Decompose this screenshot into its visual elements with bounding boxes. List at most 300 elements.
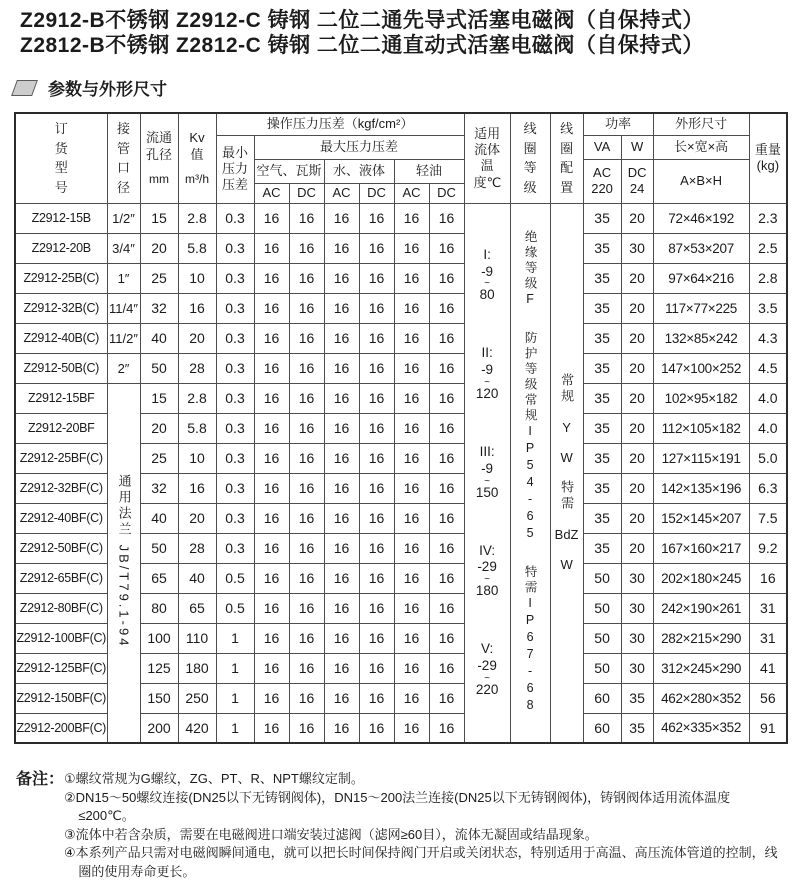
bore-cell: 50 — [140, 533, 178, 563]
max-dp-cell: 16 — [254, 413, 289, 443]
weight-cell: 2.5 — [749, 233, 787, 263]
page-title — [20, 8, 800, 58]
power-w-cell: 30 — [621, 563, 653, 593]
col-header-dc: DC — [289, 183, 324, 203]
max-dp-cell: 16 — [429, 263, 464, 293]
max-dp-cell: 16 — [254, 293, 289, 323]
order-model-cell: Z2912-15BF — [15, 383, 107, 413]
power-va-cell: 50 — [583, 623, 621, 653]
power-va-cell: 35 — [583, 323, 621, 353]
min-dp-cell: 0.3 — [216, 413, 254, 443]
max-dp-cell: 16 — [429, 533, 464, 563]
max-dp-cell: 16 — [394, 383, 429, 413]
fluid-temp-label: 适用流体温度℃ — [473, 125, 502, 190]
max-dp-cell: 16 — [254, 563, 289, 593]
dc24-label: DC 24 — [627, 164, 647, 196]
kv-unit: m³/h — [185, 171, 209, 186]
power-va-cell: 50 — [583, 653, 621, 683]
kv-label: Kv值 — [189, 130, 205, 162]
bore-cell: 32 — [140, 293, 178, 323]
temp-range-label: IV: — [479, 542, 496, 558]
weight-cell: 31 — [749, 623, 787, 653]
temp-range — [465, 247, 510, 305]
max-dp-cell: 16 — [394, 473, 429, 503]
dims-cell: 102×95×182 — [653, 383, 749, 413]
power-w-cell: 20 — [621, 443, 653, 473]
bore-cell: 125 — [140, 653, 178, 683]
power-va-cell: 50 — [583, 563, 621, 593]
power-w-cell: 20 — [621, 353, 653, 383]
col-header-dims: 外形尺寸 — [653, 113, 749, 135]
max-dp-cell: 16 — [254, 473, 289, 503]
dims-cell: 132×85×242 — [653, 323, 749, 353]
temp-range-low: -29 — [477, 559, 497, 575]
temp-range — [465, 543, 510, 601]
col-header-va: VA — [583, 135, 621, 159]
max-dp-cell: 16 — [254, 653, 289, 683]
max-dp-cell: 16 — [429, 323, 464, 353]
kv-cell: 10 — [178, 263, 216, 293]
table-row — [15, 353, 787, 383]
power-va-cell: 35 — [583, 533, 621, 563]
power-va-cell: 35 — [583, 383, 621, 413]
coil-config-item: Y — [562, 420, 571, 436]
max-dp-cell: 16 — [394, 203, 429, 233]
max-dp-cell: 16 — [289, 623, 324, 653]
dims-cell: 87×53×207 — [653, 233, 749, 263]
max-dp-cell: 16 — [289, 503, 324, 533]
kv-label-stack — [179, 130, 216, 186]
temp-range-label: I: — [483, 246, 491, 262]
power-w-cell: 20 — [621, 323, 653, 353]
dims-cell: 312×245×290 — [653, 653, 749, 683]
min-dp-cell: 0.3 — [216, 443, 254, 473]
coil-grade-segment: 防护等级常规IP54-65 — [523, 331, 538, 544]
weight-cell: 4.0 — [749, 383, 787, 413]
max-dp-cell: 16 — [429, 713, 464, 743]
temp-range-high: 150 — [475, 484, 499, 500]
power-va-cell: 35 — [583, 203, 621, 233]
max-dp-cell: 16 — [289, 593, 324, 623]
dims-cell: 167×160×217 — [653, 533, 749, 563]
temp-ranges — [465, 206, 510, 740]
order-model-cell: Z2912-50BF(C) — [15, 533, 107, 563]
col-header-weight — [749, 113, 787, 203]
col-header-dc24 — [621, 159, 653, 203]
order-model-cell: Z2912-40BF(C) — [15, 503, 107, 533]
power-va-cell: 60 — [583, 713, 621, 743]
fluid-temp-cell — [464, 203, 510, 743]
col-header-media-air-gas: 空气、瓦斯 — [254, 159, 324, 183]
dims-cell: 462×280×352 — [653, 683, 749, 713]
kv-cell: 20 — [178, 323, 216, 353]
power-va-cell: 35 — [583, 353, 621, 383]
weight-cell: 9.2 — [749, 533, 787, 563]
order-model-cell: Z2912-20B — [15, 233, 107, 263]
power-w-cell: 20 — [621, 203, 653, 233]
table-row — [15, 323, 787, 353]
temp-range-high: 80 — [479, 287, 495, 303]
max-dp-cell: 16 — [359, 413, 394, 443]
max-dp-cell: 16 — [324, 713, 359, 743]
weight-label: 重量(kg) — [754, 142, 781, 174]
weight-cell: 3.5 — [749, 293, 787, 323]
max-dp-cell: 16 — [359, 443, 394, 473]
col-header-ac: AC — [324, 183, 359, 203]
power-va-cell: 35 — [583, 263, 621, 293]
col-header-order-model — [15, 113, 107, 203]
col-header-dims-formula: A×B×H — [653, 159, 749, 203]
section-heading: 参数与外形尺寸 — [48, 80, 167, 99]
coil-grade-text — [511, 206, 550, 740]
kv-cell: 180 — [178, 653, 216, 683]
bore-cell: 25 — [140, 443, 178, 473]
col-header-coil-grade — [510, 113, 550, 203]
max-dp-cell: 16 — [289, 713, 324, 743]
coil-config-item: BdZ — [554, 527, 579, 543]
max-dp-cell: 16 — [429, 353, 464, 383]
power-w-cell: 20 — [621, 473, 653, 503]
kv-cell: 2.8 — [178, 203, 216, 233]
col-header-power: 功率 — [583, 113, 653, 135]
power-w-cell: 30 — [621, 653, 653, 683]
power-va-cell: 50 — [583, 593, 621, 623]
coil-grade-segment: 绝缘等级F — [523, 230, 538, 310]
notes-body — [64, 770, 782, 881]
power-va-cell: 35 — [583, 233, 621, 263]
weight-cell: 41 — [749, 653, 787, 683]
coil-config-item: 常规 — [559, 373, 575, 406]
table-row — [15, 383, 787, 413]
min-dp-cell: 1 — [216, 683, 254, 713]
max-dp-cell: 16 — [429, 623, 464, 653]
min-dp-cell: 0.3 — [216, 473, 254, 503]
col-header-max-dp: 最大压力压差 — [254, 135, 464, 159]
note-item-2: ②DN15～50螺纹连接(DN25以下无铸钢阀体)，DN15～200法兰连接(DN25以下无铸钢阀体)，铸钢阀体适用流体温度≤200℃。 — [64, 789, 731, 823]
max-dp-cell: 16 — [254, 683, 289, 713]
bore-cell: 20 — [140, 233, 178, 263]
flange-standard-text: 通用法兰 JB/T79.1-94 — [116, 474, 132, 649]
order-model-cell: Z2912-15B — [15, 203, 107, 233]
pipe-size-cell: 11/2″ — [107, 323, 140, 353]
max-dp-cell: 16 — [359, 233, 394, 263]
temp-range-high: 120 — [475, 386, 499, 402]
bore-cell: 80 — [140, 593, 178, 623]
col-header-pipe-size — [107, 113, 140, 203]
coil-config-item: W — [560, 450, 573, 466]
max-dp-cell: 16 — [359, 263, 394, 293]
max-dp-cell: 16 — [254, 203, 289, 233]
max-dp-cell: 16 — [394, 593, 429, 623]
weight-cell: 4.0 — [749, 413, 787, 443]
ac220-label: AC 220 — [591, 164, 613, 196]
max-dp-cell: 16 — [359, 503, 394, 533]
min-dp-cell: 0.3 — [216, 503, 254, 533]
max-dp-cell: 16 — [359, 713, 394, 743]
bore-cell: 50 — [140, 353, 178, 383]
max-dp-cell: 16 — [289, 563, 324, 593]
max-dp-cell: 16 — [324, 563, 359, 593]
power-w-cell: 20 — [621, 533, 653, 563]
weight-cell: 16 — [749, 563, 787, 593]
power-w-cell: 20 — [621, 263, 653, 293]
col-header-dc: DC — [359, 183, 394, 203]
order-model-label: 订货型号 — [54, 121, 68, 195]
max-dp-cell: 16 — [289, 353, 324, 383]
pipe-size-label: 接管口径 — [116, 121, 130, 195]
weight-cell: 6.3 — [749, 473, 787, 503]
header-row-1 — [15, 113, 787, 135]
max-dp-cell: 16 — [324, 263, 359, 293]
max-dp-cell: 16 — [289, 653, 324, 683]
power-va-cell: 35 — [583, 443, 621, 473]
max-dp-cell: 16 — [394, 623, 429, 653]
max-dp-cell: 16 — [289, 203, 324, 233]
max-dp-cell: 16 — [324, 533, 359, 563]
max-dp-cell: 16 — [289, 233, 324, 263]
bore-cell: 20 — [140, 413, 178, 443]
pipe-size-cell: 2″ — [107, 353, 140, 383]
power-w-cell: 35 — [621, 713, 653, 743]
bore-cell: 200 — [140, 713, 178, 743]
max-dp-cell: 16 — [324, 233, 359, 263]
power-w-cell: 20 — [621, 413, 653, 443]
temp-tilde: ~ — [484, 278, 490, 290]
dims-cell: 72×46×192 — [653, 203, 749, 233]
max-dp-cell: 16 — [324, 593, 359, 623]
max-dp-cell: 16 — [254, 593, 289, 623]
dims-cell: 462×335×352 — [653, 713, 749, 743]
max-dp-cell: 16 — [394, 233, 429, 263]
max-dp-cell: 16 — [324, 473, 359, 503]
temp-range-low: -9 — [481, 362, 494, 378]
power-w-cell: 20 — [621, 293, 653, 323]
power-va-cell: 35 — [583, 413, 621, 443]
note-item-3: ③流体中若含杂质，需要在电磁阀进口端安装过滤阀（滤网≥60目），流体无凝固或结晶现象。 — [64, 826, 598, 842]
max-dp-cell: 16 — [429, 383, 464, 413]
power-w-cell: 30 — [621, 593, 653, 623]
title-line-2: Z2812-B不锈钢 Z2812-C 铸钢 二位二通直动式活塞电磁阀（自保持式） — [20, 34, 704, 57]
min-dp-cell: 0.3 — [216, 353, 254, 383]
col-header-ac: AC — [394, 183, 429, 203]
max-dp-cell: 16 — [359, 203, 394, 233]
order-model-cell: Z2912-100BF(C) — [15, 623, 107, 653]
max-dp-cell: 16 — [254, 263, 289, 293]
coil-config-cell — [550, 203, 583, 743]
bore-cell: 40 — [140, 323, 178, 353]
dims-cell: 242×190×261 — [653, 593, 749, 623]
kv-cell: 250 — [178, 683, 216, 713]
max-dp-cell: 16 — [254, 383, 289, 413]
col-header-media-light-oil: 轻油 — [394, 159, 464, 183]
order-model-cell: Z2912-40B(C) — [15, 323, 107, 353]
min-dp-cell: 0.3 — [216, 383, 254, 413]
bore-cell: 40 — [140, 503, 178, 533]
temp-range — [465, 641, 510, 699]
min-dp-cell: 0.5 — [216, 593, 254, 623]
table-row — [15, 233, 787, 263]
max-dp-cell: 16 — [429, 473, 464, 503]
max-dp-cell: 16 — [324, 683, 359, 713]
weight-cell: 2.8 — [749, 263, 787, 293]
table-body — [15, 203, 787, 743]
title-line-1: Z2912-B不锈钢 Z2912-C 铸钢 二位二通先导式活塞电磁阀（自保持式） — [20, 9, 704, 32]
dims-cell: 142×135×196 — [653, 473, 749, 503]
power-w-cell: 20 — [621, 503, 653, 533]
pipe-size-cell: 1″ — [107, 263, 140, 293]
coil-config-item: 特需 — [559, 480, 575, 513]
max-dp-cell: 16 — [289, 473, 324, 503]
temp-range-high: 180 — [475, 583, 499, 599]
min-dp-cell: 1 — [216, 623, 254, 653]
note-item-1: ①螺纹常规为G螺纹，ZG、PT、R、NPT螺纹定制。 — [64, 771, 364, 786]
min-dp-cell: 0.5 — [216, 563, 254, 593]
max-dp-cell: 16 — [429, 653, 464, 683]
bore-label-stack — [141, 130, 178, 186]
col-header-dc: DC — [429, 183, 464, 203]
kv-cell: 65 — [178, 593, 216, 623]
max-dp-cell: 16 — [359, 293, 394, 323]
order-model-cell: Z2912-150BF(C) — [15, 683, 107, 713]
temp-tilde: ~ — [484, 672, 490, 684]
max-dp-cell: 16 — [254, 623, 289, 653]
min-dp-cell: 0.3 — [216, 533, 254, 563]
max-dp-cell: 16 — [394, 563, 429, 593]
max-dp-cell: 16 — [359, 653, 394, 683]
min-dp-cell: 0.3 — [216, 293, 254, 323]
col-header-min-dp — [216, 135, 254, 203]
section-marker-icon — [11, 80, 38, 96]
kv-cell: 16 — [178, 473, 216, 503]
max-dp-cell: 16 — [254, 323, 289, 353]
max-dp-cell: 16 — [289, 413, 324, 443]
kv-cell: 420 — [178, 713, 216, 743]
weight-cell: 56 — [749, 683, 787, 713]
temp-range-label: II: — [481, 345, 493, 361]
max-dp-cell: 16 — [289, 263, 324, 293]
dims-cell: 127×115×191 — [653, 443, 749, 473]
max-dp-cell: 16 — [394, 413, 429, 443]
weight-cell: 4.3 — [749, 323, 787, 353]
dims-cell: 202×180×245 — [653, 563, 749, 593]
temp-tilde: ~ — [484, 475, 490, 487]
order-model-cell: Z2912-125BF(C) — [15, 653, 107, 683]
max-dp-cell: 16 — [429, 203, 464, 233]
max-dp-cell: 16 — [394, 713, 429, 743]
kv-cell: 5.8 — [178, 413, 216, 443]
notes-label: 备注： — [16, 771, 65, 788]
power-w-cell: 30 — [621, 233, 653, 263]
power-va-cell: 35 — [583, 293, 621, 323]
max-dp-cell: 16 — [254, 233, 289, 263]
bore-cell: 32 — [140, 473, 178, 503]
order-model-cell: Z2912-25B(C) — [15, 263, 107, 293]
max-dp-cell: 16 — [429, 683, 464, 713]
coil-grade-cell — [510, 203, 550, 743]
coil-config-item: W — [560, 557, 573, 573]
max-dp-cell: 16 — [324, 413, 359, 443]
table-row — [15, 293, 787, 323]
coil-config-text — [551, 206, 583, 740]
kv-cell: 10 — [178, 443, 216, 473]
temp-tilde: ~ — [484, 377, 490, 389]
max-dp-cell: 16 — [359, 473, 394, 503]
notes — [16, 770, 800, 881]
max-dp-cell: 16 — [324, 323, 359, 353]
order-model-cell: Z2912-50B(C) — [15, 353, 107, 383]
kv-cell: 2.8 — [178, 383, 216, 413]
order-model-cell: Z2912-32B(C) — [15, 293, 107, 323]
max-dp-cell: 16 — [289, 533, 324, 563]
temp-range — [465, 345, 510, 403]
temp-range — [465, 444, 510, 502]
bore-cell: 150 — [140, 683, 178, 713]
max-dp-cell: 16 — [324, 623, 359, 653]
max-dp-cell: 16 — [254, 503, 289, 533]
note-item-4: ④本系列产品只需对电磁阀瞬间通电，就可以把长时间保持阀门开启或关闭状态，特别适用于高温、高压流体管道的控制，线圈的使用寿命更长。 — [64, 845, 778, 879]
pipe-size-cell: 3/4″ — [107, 233, 140, 263]
max-dp-cell: 16 — [289, 383, 324, 413]
flange-standard-cell — [107, 383, 140, 743]
kv-cell: 28 — [178, 533, 216, 563]
temp-range-low: -29 — [477, 657, 497, 673]
bore-cell: 15 — [140, 383, 178, 413]
coil-grade-label: 线圈等级 — [523, 121, 537, 195]
max-dp-cell: 16 — [289, 293, 324, 323]
max-dp-cell: 16 — [254, 353, 289, 383]
max-dp-cell: 16 — [429, 593, 464, 623]
coil-config-label: 线圈配置 — [560, 121, 574, 195]
weight-cell: 2.3 — [749, 203, 787, 233]
dims-cell: 112×105×182 — [653, 413, 749, 443]
power-va-cell: 35 — [583, 503, 621, 533]
max-dp-cell: 16 — [324, 203, 359, 233]
order-model-cell: Z2912-80BF(C) — [15, 593, 107, 623]
col-header-bore — [140, 113, 178, 203]
max-dp-cell: 16 — [394, 353, 429, 383]
max-dp-cell: 16 — [254, 443, 289, 473]
bore-cell: 25 — [140, 263, 178, 293]
table-header — [15, 113, 787, 203]
temp-range-label: III: — [479, 443, 495, 459]
order-model-cell: Z2912-32BF(C) — [15, 473, 107, 503]
max-dp-cell: 16 — [429, 503, 464, 533]
dims-cell: 117×77×225 — [653, 293, 749, 323]
dims-cell: 282×215×290 — [653, 623, 749, 653]
min-dp-cell: 0.3 — [216, 323, 254, 353]
section-heading-row — [14, 75, 800, 100]
weight-cell: 91 — [749, 713, 787, 743]
pipe-size-cell: 11/4″ — [107, 293, 140, 323]
max-dp-cell: 16 — [359, 623, 394, 653]
max-dp-cell: 16 — [429, 233, 464, 263]
weight-cell: 4.5 — [749, 353, 787, 383]
min-dp-cell: 0.3 — [216, 203, 254, 233]
kv-cell: 20 — [178, 503, 216, 533]
max-dp-cell: 16 — [254, 533, 289, 563]
power-va-cell: 60 — [583, 683, 621, 713]
dims-cell: 97×64×216 — [653, 263, 749, 293]
power-va-cell: 35 — [583, 473, 621, 503]
kv-cell: 28 — [178, 353, 216, 383]
weight-cell: 31 — [749, 593, 787, 623]
kv-cell: 5.8 — [178, 233, 216, 263]
spec-table — [14, 112, 788, 744]
bore-cell: 15 — [140, 203, 178, 233]
max-dp-cell: 16 — [394, 443, 429, 473]
max-dp-cell: 16 — [289, 683, 324, 713]
max-dp-cell: 16 — [324, 293, 359, 323]
